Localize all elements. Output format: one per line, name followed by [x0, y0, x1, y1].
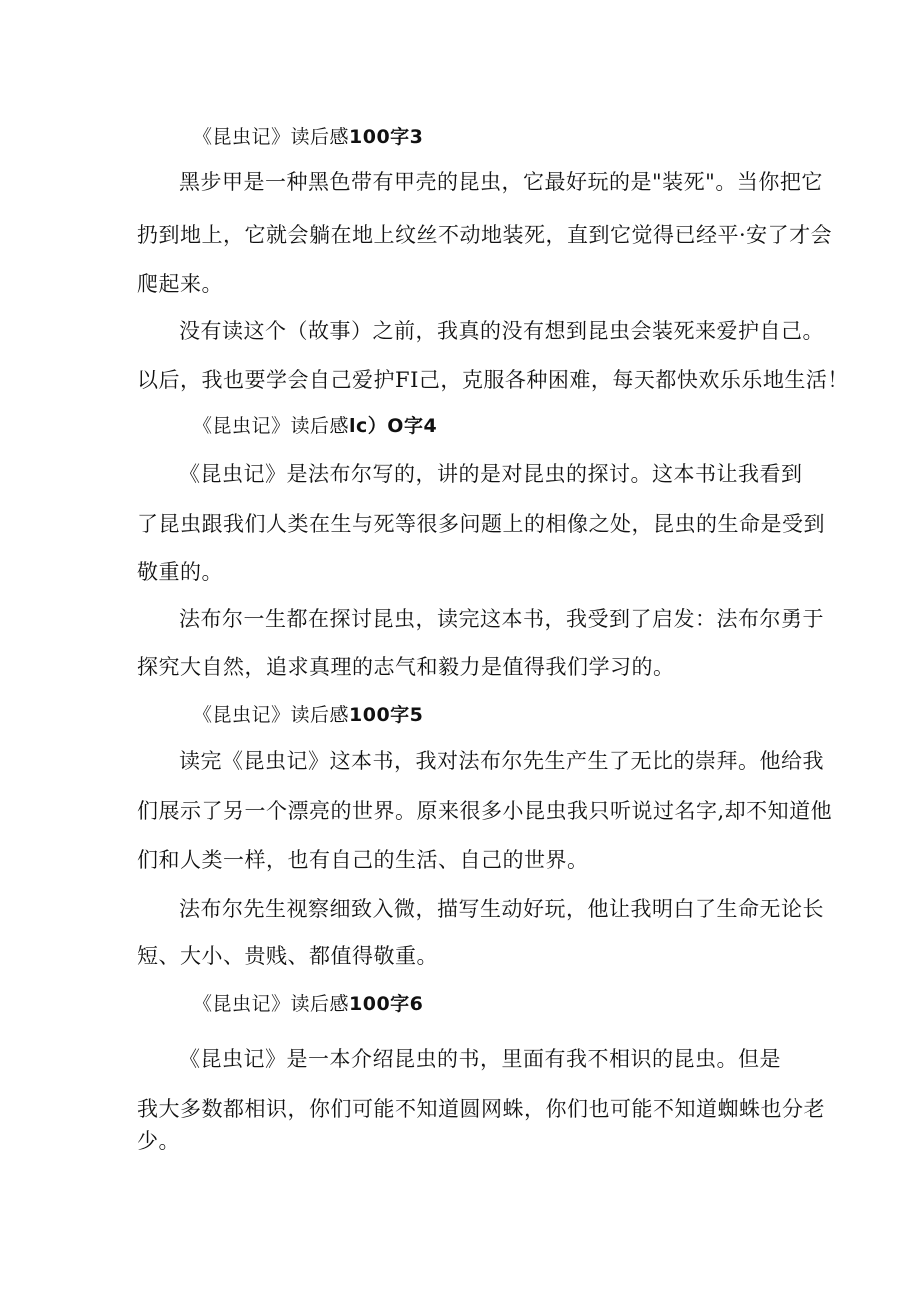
paragraph-line: 没有读这个（故事）之前，我真的没有想到昆虫会装死来爱护自己。 — [179, 319, 824, 343]
paragraph-line: 黑步甲是一种黑色带有甲壳的昆虫，它最好玩的是"装死"。当你把它 — [179, 170, 823, 194]
paragraph-line: 法布尔先生视察细致入微，描写生动好玩，他让我明白了生命无论长 — [179, 897, 824, 921]
section-heading — [193, 123, 423, 151]
heading-suffix: lc）O字4 — [349, 415, 438, 437]
paragraph-line: 法布尔一生都在探讨昆虫，读完这本书，我受到了启发：法布尔勇于 — [179, 607, 824, 631]
section-heading — [193, 412, 437, 440]
heading-suffix: 100字6 — [349, 993, 424, 1015]
paragraph-line: 《昆虫记》是法布尔写的，讲的是对昆虫的探讨。这本书让我看到 — [179, 462, 803, 486]
heading-prefix: 《昆虫记》读后感 — [193, 704, 350, 726]
paragraph-line: 探究大自然，追求真理的志气和毅力是值得我们学习的。 — [137, 655, 675, 679]
paragraph-line: 我大多数都相识，你们可能不知道圆网蛛，你们也可能不知道蜘蛛也分老 — [137, 1097, 825, 1121]
heading-suffix: 100字3 — [349, 126, 424, 148]
paragraph-line: 《昆虫记》是一本介绍昆虫的书，里面有我不相识的昆虫。但是 — [179, 1047, 781, 1071]
paragraph-line: 短、大小、贵贱、都值得敬重。 — [137, 944, 438, 968]
paragraph-line: 爬起来。 — [137, 272, 223, 296]
paragraph-line: 读完《昆虫记》这本书，我对法布尔先生产生了无比的崇拜。他给我 — [179, 749, 824, 773]
paragraph-line: 扔到地上，它就会躺在地上纹丝不动地装死，直到它觉得已经平·安了才会 — [137, 223, 833, 247]
heading-prefix: 《昆虫记》读后感 — [193, 415, 350, 437]
heading-suffix: 100字5 — [349, 704, 424, 726]
paragraph-line: 敬重的。 — [137, 560, 223, 584]
paragraph-line: 以后，我也要学会自己爱护FI己，克服各种困难，每天都快欢乐乐地生活！ — [137, 368, 849, 392]
section-heading — [193, 701, 423, 729]
section-heading — [193, 990, 423, 1018]
paragraph-line: 们展示了另一个漂亮的世界。原来很多小昆虫我只听说过名字,却不知道他 — [137, 799, 833, 823]
paragraph-line: 了昆虫跟我们人类在生与死等很多问题上的相像之处，昆虫的生命是受到 — [137, 512, 825, 536]
paragraph-line: 们和人类一样，也有自己的生活、自己的世界。 — [137, 848, 589, 872]
heading-prefix: 《昆虫记》读后感 — [193, 993, 350, 1015]
paragraph-line: 少。 — [137, 1129, 180, 1153]
heading-prefix: 《昆虫记》读后感 — [193, 126, 350, 148]
